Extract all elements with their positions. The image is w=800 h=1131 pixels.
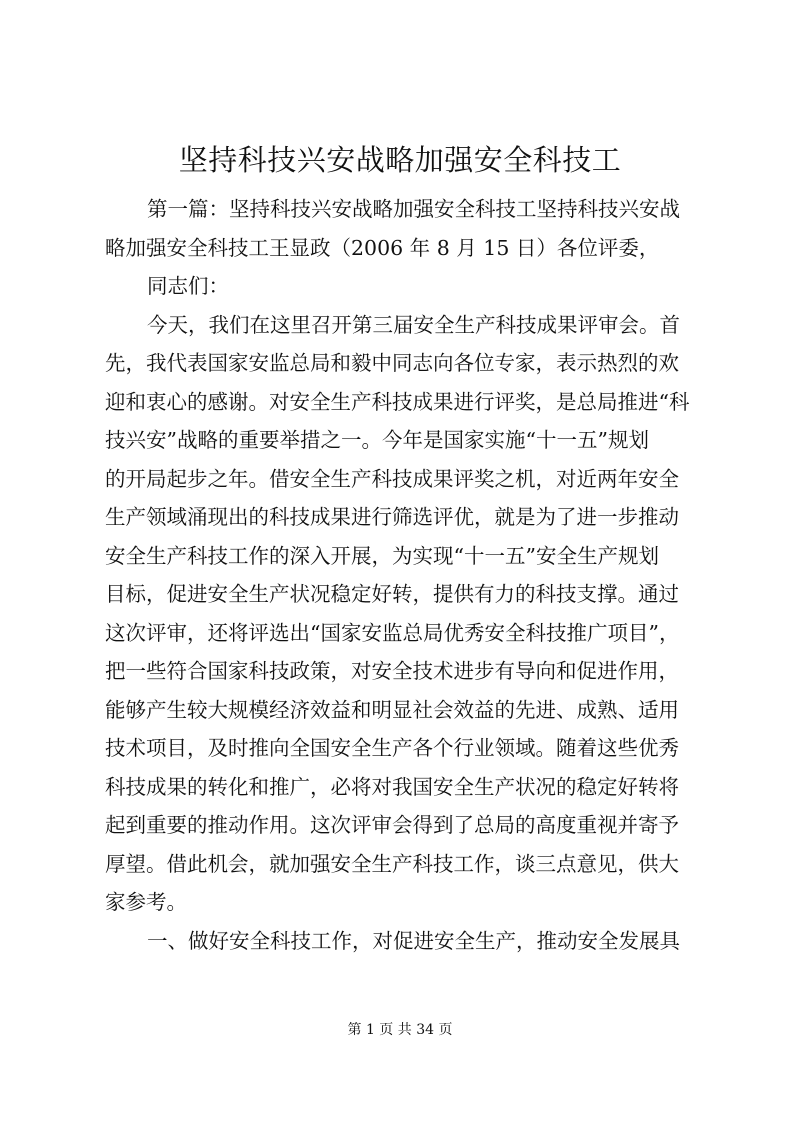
document-body (105, 190, 703, 960)
body-line: 家参考。 (105, 890, 187, 914)
document-title: 坚持科技兴安战略加强安全科技工 (178, 143, 622, 177)
body-line: 先，我代表国家安监总局和毅中同志向各位专家，表示热烈的欢 (105, 351, 679, 375)
body-line: 今天，我们在这里召开第三届安全生产科技成果评审会。首 (147, 312, 680, 337)
body-line: 略加强安全科技工王显政（2006 年 8 月 15 日）各位评委， (105, 235, 660, 260)
body-line: 生产领域涌现出的科技成果进行筛选评优，就是为了进一步推动 (105, 505, 679, 529)
body-line: 同志们： (147, 274, 229, 298)
page-footer: 第 1 页 共 34 页 (347, 1022, 453, 1038)
body-line: 第一篇：坚持科技兴安战略加强安全科技工坚持科技兴安战 (147, 197, 680, 221)
body-line: 起到重要的推动作用。这次评审会得到了总局的高度重视并寄予 (105, 813, 679, 837)
body-line: 安全生产科技工作的深入开展，为实现“十一五”安全生产规划 (105, 543, 659, 568)
body-line: 科技成果的转化和推广，必将对我国安全生产状况的稳定好转将 (105, 774, 679, 799)
body-line: 迎和衷心的感谢。对安全生产科技成果进行评奖，是总局推进“科 (105, 389, 690, 414)
body-line: 一、做好安全科技工作，对促进安全生产，推动安全发展具 (147, 928, 680, 953)
body-line: 技兴安”战略的重要举措之一。今年是国家实施“十一五”规划 (105, 428, 649, 452)
body-line: 把一些符合国家科技政策，对安全技术进步有导向和促进作用， (105, 659, 679, 683)
body-line: 这次评审，还将评选出“国家安监总局优秀安全科技推广项目”， (105, 620, 680, 645)
body-line: 厚望。借此机会，就加强安全生产科技工作，谈三点意见，供大 (105, 851, 679, 876)
body-line: 能够产生较大规模经济效益和明显社会效益的先进、成熟、适用 (105, 697, 679, 722)
body-line: 目标，促进安全生产状况稳定好转，提供有力的科技支撑。通过 (105, 582, 679, 606)
body-line: 的开局起步之年。借安全生产科技成果评奖之机，对近两年安全 (105, 466, 679, 491)
body-line: 技术项目，及时推向全国安全生产各个行业领域。随着这些优秀 (105, 736, 679, 760)
